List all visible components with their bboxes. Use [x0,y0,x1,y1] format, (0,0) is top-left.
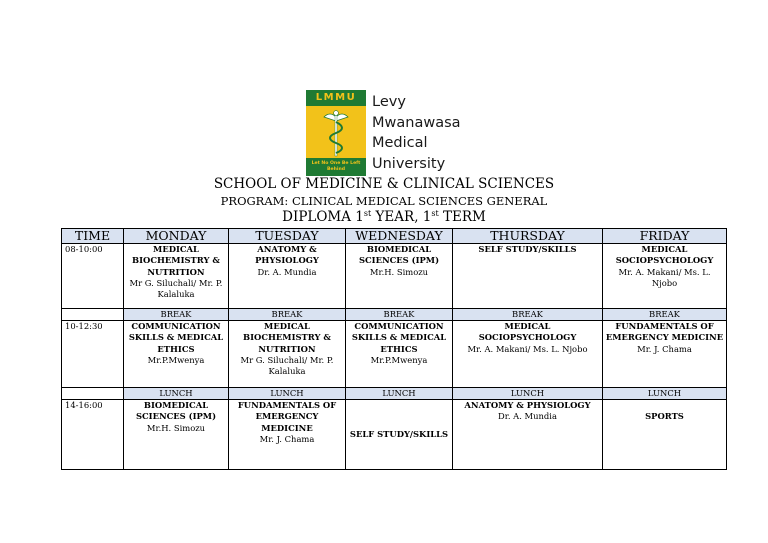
lecturer: Dr. A. Mundia [257,266,317,277]
column-header: MONDAY [124,229,229,244]
column-header: TUESDAY [229,229,346,244]
break-cell: BREAK [453,309,603,321]
lecturer: Mr G. Siluchali/ Mr. P. Kalaluka [129,277,223,300]
lunch-cell: LUNCH [229,388,346,400]
time-cell: 08-10:00 [62,244,124,309]
class-cell [229,400,346,470]
subject: MEDICAL SOCIOPSYCHOLOGY [478,321,577,343]
logo-name-line: Levy [372,94,406,110]
diploma-title [0,209,768,225]
break-cell: BREAK [603,309,727,321]
class-cell [603,244,727,309]
subject: MEDICAL BIOCHEMISTRY & NUTRITION [132,244,220,277]
subject: FUNDAMENTALS OF EMERGENCY MEDICINE [237,400,337,433]
lecturer: Mr. J. Chama [637,343,692,354]
caduceus-icon [318,108,354,158]
column-header: WEDNESDAY [346,229,453,244]
subject: BIOMEDICAL SCIENCES (IPM) [358,244,440,266]
logo-badge-text: LMMU [306,90,366,106]
class-cell [124,321,229,388]
class-cell [603,321,727,388]
header-row [62,229,727,244]
column-header: THURSDAY [453,229,603,244]
lunch-cell: LUNCH [346,388,453,400]
logo-name [372,92,461,174]
subject: SELF STUDY/SKILLS [349,428,449,439]
subject: BIOMEDICAL SCIENCES (IPM) [135,400,217,422]
logo-name-line: Medical [372,135,428,151]
class-cell [229,321,346,388]
lecturer: Mr.P.Mwenya [370,354,428,365]
class-cell [124,244,229,309]
year-suffix: st [363,209,372,218]
term-suffix: st [431,209,439,218]
diploma-mid: YEAR, 1 [371,209,432,225]
empty-cell [62,309,124,321]
subject: SPORTS [645,411,684,421]
break-cell: BREAK [229,309,346,321]
lecturer: Mr. A. Makani/ Ms. L. Njobo [618,266,711,288]
subject: MEDICAL SOCIOPSYCHOLOGY [615,244,714,266]
subject: MEDICAL BIOCHEMISTRY & NUTRITION [243,321,331,354]
table-row [62,400,727,470]
empty-cell [62,388,124,400]
subject: SELF STUDY/SKILLS [478,244,577,254]
lunch-row [62,388,727,400]
subject: COMMUNICATION SKILLS & MEDICAL ETHICS [351,321,447,354]
lecturer: Mr.H. Simozu [369,266,429,277]
class-cell [346,400,453,470]
time-cell: 14-16:00 [62,400,124,470]
subject: FUNDAMENTALS OF EMERGENCY MEDICINE [605,321,724,343]
class-cell [453,321,603,388]
class-cell [603,400,727,470]
lecturer: Mr.H. Simozu [146,422,206,433]
logo-motto: Let No One Be Left Behind [306,158,366,176]
logo-name-line: University [372,155,446,172]
class-cell [453,400,603,470]
table-row [62,244,727,309]
lecturer: Mr.P.Mwenya [147,354,205,365]
break-cell: BREAK [346,309,453,321]
logo-name-line: Mwanawasa [372,114,461,131]
diploma-end: TERM [438,209,486,225]
university-logo [306,90,461,176]
column-header: TIME [62,229,124,244]
column-header: FRIDAY [603,229,727,244]
lunch-cell: LUNCH [124,388,229,400]
lecturer: Mr G. Siluchali/ Mr. P. Kalaluka [240,354,334,377]
lecturer: Mr. J. Chama [259,433,315,444]
class-cell [124,400,229,470]
break-row [62,309,727,321]
class-cell [453,244,603,309]
class-cell [346,321,453,388]
class-cell [229,244,346,309]
lecturer: Mr. A. Makani/ Ms. L. Njobo [467,343,588,354]
time-cell: 10-12:30 [62,321,124,388]
program-title: PROGRAM: CLINICAL MEDICAL SCIENCES GENERAL [220,194,548,208]
break-cell: BREAK [124,309,229,321]
logo-badge [306,90,366,176]
subject: COMMUNICATION SKILLS & MEDICAL ETHICS [128,321,224,354]
lunch-cell: LUNCH [453,388,603,400]
lunch-cell: LUNCH [603,388,727,400]
table-row [62,321,727,388]
subject: ANATOMY & PHYSIOLOGY [464,400,591,410]
school-title: SCHOOL OF MEDICINE & CLINICAL SCIENCES [213,176,555,192]
diploma-prefix: DIPLOMA 1 [282,209,364,225]
timetable [61,228,727,470]
subject: ANATOMY & PHYSIOLOGY [255,244,319,266]
lecturer: Dr. A. Mundia [498,411,557,422]
class-cell [346,244,453,309]
